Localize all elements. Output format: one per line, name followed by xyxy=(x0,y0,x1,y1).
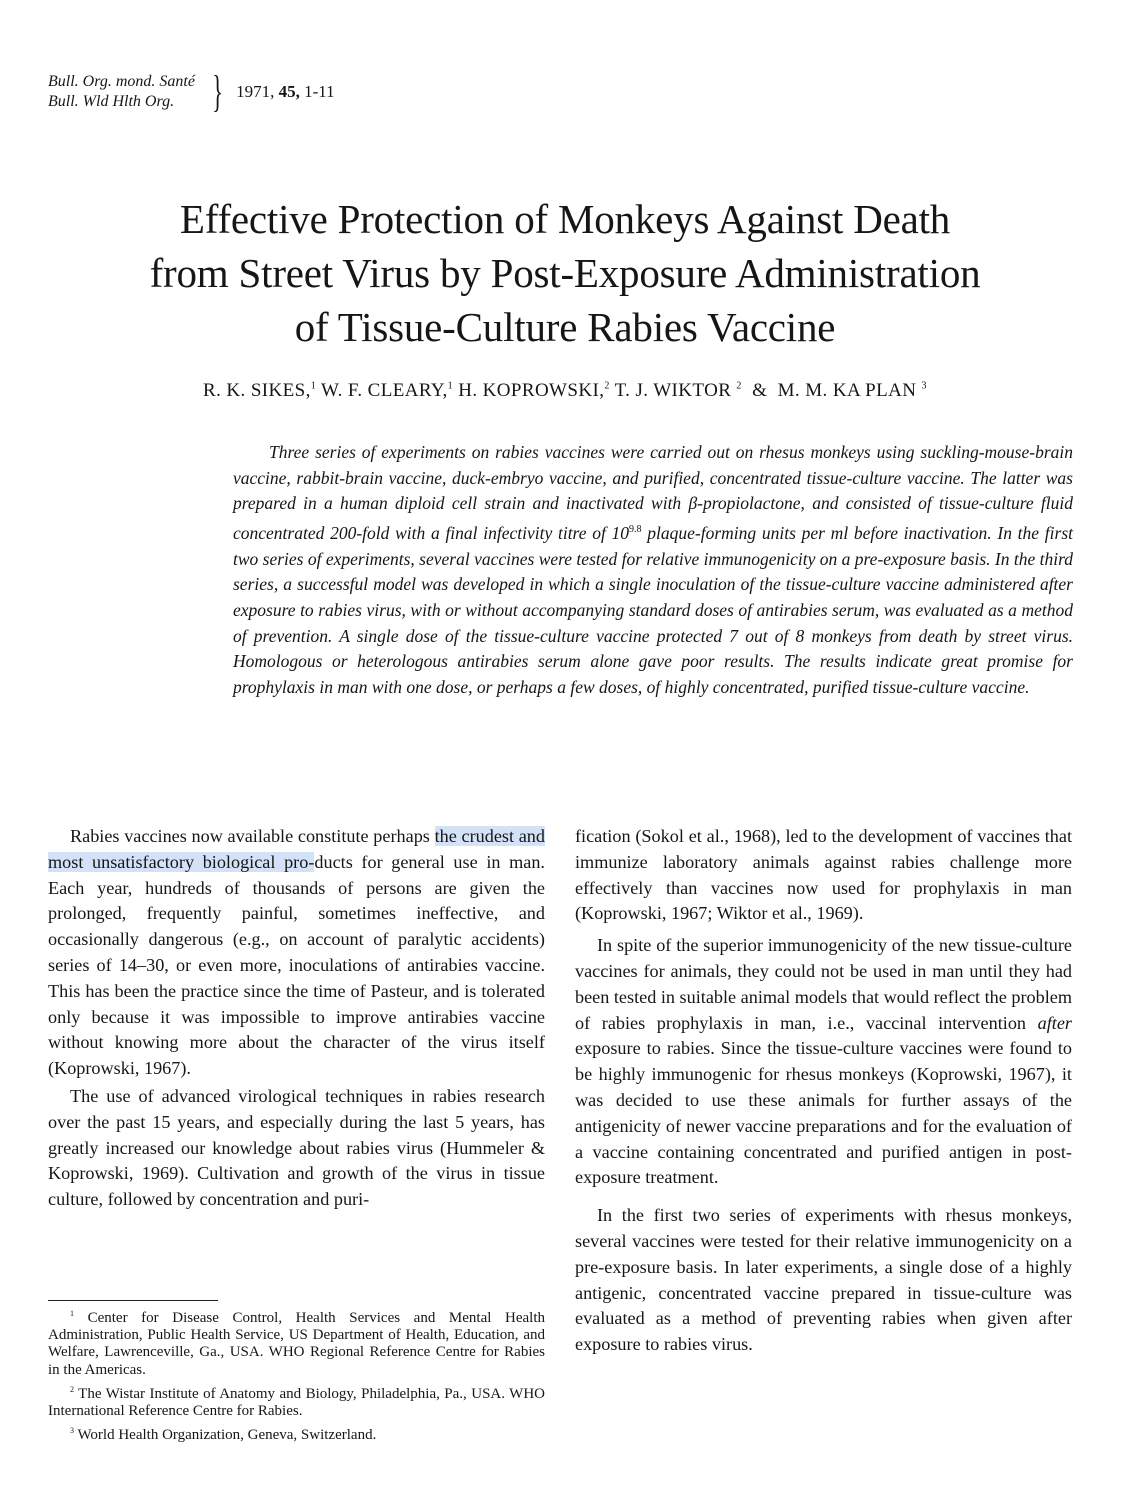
author-2: W. F. CLEARY, xyxy=(320,380,448,401)
citation-volume: 45, xyxy=(278,82,300,101)
journal-names xyxy=(48,72,195,112)
title-line-2: from Street Virus by Post-Exposure Administration xyxy=(149,250,981,296)
paragraph-text: exposure to rabies. Since the tissue-culture vaccines were found to be highly immunogenic for rhesus monkeys (Koprowski, 1967), it was decided to use these animals for further assays of the antigenicity of newer vaccine preparations and for the evaluation of a vaccine containing concentrated and purified antigen in post-exposure treatment. xyxy=(575,1038,1072,1188)
author-2-affiliation: 1 xyxy=(447,380,454,392)
journal-header xyxy=(48,67,335,116)
abstract-text-1: Three series of experiments on rabies vaccines were carried out on rhesus monkeys using suckling-mouse-brain vaccine, rabbit-brain vaccine, duck-embryo vaccine, and purified, concentrated tissue-culture vaccine. The latter was prepared in a human diploid cell strain and inactivated with β-propiolactone, and consisted of tissue-culture fluid concentrated 200-fold with a final infectivity titre of 10 xyxy=(233,442,1073,543)
paragraph xyxy=(48,824,545,1082)
footnotes xyxy=(48,1305,545,1446)
abstract-text-2: plaque-forming units per ml before inactivation. In the first two series of experiments, several vaccines were tested for relative immunogenicity on a pre-exposure basis. In the third series, a successful model was developed in which a single inoculation of the tissue-culture vaccine administered after exposure to rabies virus, with or without accompanying standard doses of antirabies serum, was evaluated as a method of prevention. A single dose of the tissue-culture vaccine protected 7 out of 8 monkeys from death by street virus. Homologous or heterologous antirabies serum alone gave poor results. The results indicate great promise for prophylaxis in man with one dose, or perhaps a few doses, of highly concentrated, purified tissue-culture vaccine. xyxy=(233,522,1073,698)
footnote-2-mark: 2 xyxy=(70,1384,74,1394)
footnote-1 xyxy=(48,1305,545,1379)
brace-symbol: } xyxy=(212,67,223,116)
journal-name-french: Bull. Org. mond. Santé xyxy=(48,73,195,90)
author-3: H. KOPROWSKI, xyxy=(458,380,605,401)
citation-pages: 1-11 xyxy=(304,82,335,101)
footnote-2-text: The Wistar Institute of Anatomy and Biology, Philadelphia, Pa., USA. WHO International Reference Centre for Rabies. xyxy=(48,1385,545,1420)
author-1-affiliation: 1 xyxy=(310,380,317,392)
footnote-3-mark: 3 xyxy=(70,1426,74,1436)
author-3-affiliation: 2 xyxy=(604,380,610,392)
paragraph-text: ducts for general use in man. Each year, hundreds of thousands of persons are given the prolonged, frequently painful, sometimes ineffective, and occasionally dangerous (e.g., on account of paralytic accidents) series of 14–30, or even more, inoculations of antirabies vaccine. This has been the practice since the time of Pasteur, and is tolerated only because it was impossible to improve antirabies vaccine without knowing more about the character of the virus itself (Koprowski, 1967). xyxy=(48,851,545,1079)
paragraph: fication (Sokol et al., 1968), led to the development of vaccines that immunize laboratory animals against rabies challenge more effectively than vaccines now used for prophylaxis in man (Koprowski, 1967; Wiktor et al., 1969). xyxy=(575,826,1072,924)
citation-year: 1971, xyxy=(236,82,275,101)
footnote-3 xyxy=(48,1422,545,1444)
abstract xyxy=(233,440,1073,701)
paragraph: The use of advanced virological techniques in rabies research over the past 15 years, and especially during the last 5 years, has greatly increased our knowledge about rabies virus (Hummeler & Koprowski, 1969). Cultivation and growth of the virus in tissue culture, followed by concentration and puri- xyxy=(48,1085,545,1210)
title-line-3: of Tissue-Culture Rabies Vaccine xyxy=(294,304,836,350)
abstract-exponent: 9.8 xyxy=(629,524,642,536)
footnote-3-text: World Health Organization, Geneva, Switzerland. xyxy=(74,1427,377,1444)
author-1: R. K. SIKES, xyxy=(203,380,311,401)
highlighted-text[interactable]: the crudest and most unsatisfactory biological pro- xyxy=(48,826,545,872)
journal-name-english: Bull. Wld Hlth Org. xyxy=(48,93,175,110)
footnote-divider xyxy=(48,1300,218,1301)
footnote-1-text: Center for Disease Control, Health Services and Mental Health Administration, Public Health Service, US Department of Health, Education, and Welfare, Lawrenceville, Ga., USA. WHO Regional Reference Centre for Rabies in the Americas. xyxy=(48,1310,545,1378)
footnote-1-mark: 1 xyxy=(70,1309,74,1318)
article-title xyxy=(40,192,1090,354)
author-5-affiliation: 3 xyxy=(921,380,927,392)
author-4: T. J. WIKTOR xyxy=(614,380,732,401)
author-4-affiliation: 2 xyxy=(736,380,742,392)
author-list xyxy=(40,380,1090,402)
footnote-2 xyxy=(48,1381,545,1420)
title-line-1: Effective Protection of Monkeys Against Death xyxy=(179,196,951,242)
paragraph xyxy=(575,933,1072,1191)
body-column-left xyxy=(48,824,545,1213)
author-ampersand: & xyxy=(752,380,768,401)
citation xyxy=(236,82,335,102)
emphasis-text: after xyxy=(1037,1012,1072,1033)
author-5: M. M. KA PLAN xyxy=(777,380,917,401)
paragraph-text: In spite of the superior immunogenicity of the new tissue-culture vaccines for animals, they could not be used in man until they had been tested in suitable animal models that would reflect the problem of rabies prophylaxis in man, i.e., vaccinal intervention xyxy=(575,935,1072,1033)
paragraph-text: Rabies vaccines now available constitute perhaps xyxy=(70,826,435,846)
body-column-right xyxy=(575,824,1072,1358)
paragraph: In the first two series of experiments with rhesus monkeys, several vaccines were tested for their relative immunogenicity on a pre-exposure basis. In later experiments, a single dose of a highly antigenic, concentrated vaccine prepared in tissue-culture was evaluated as a method of preventing rabies when given after exposure to rabies virus. xyxy=(575,1205,1072,1355)
